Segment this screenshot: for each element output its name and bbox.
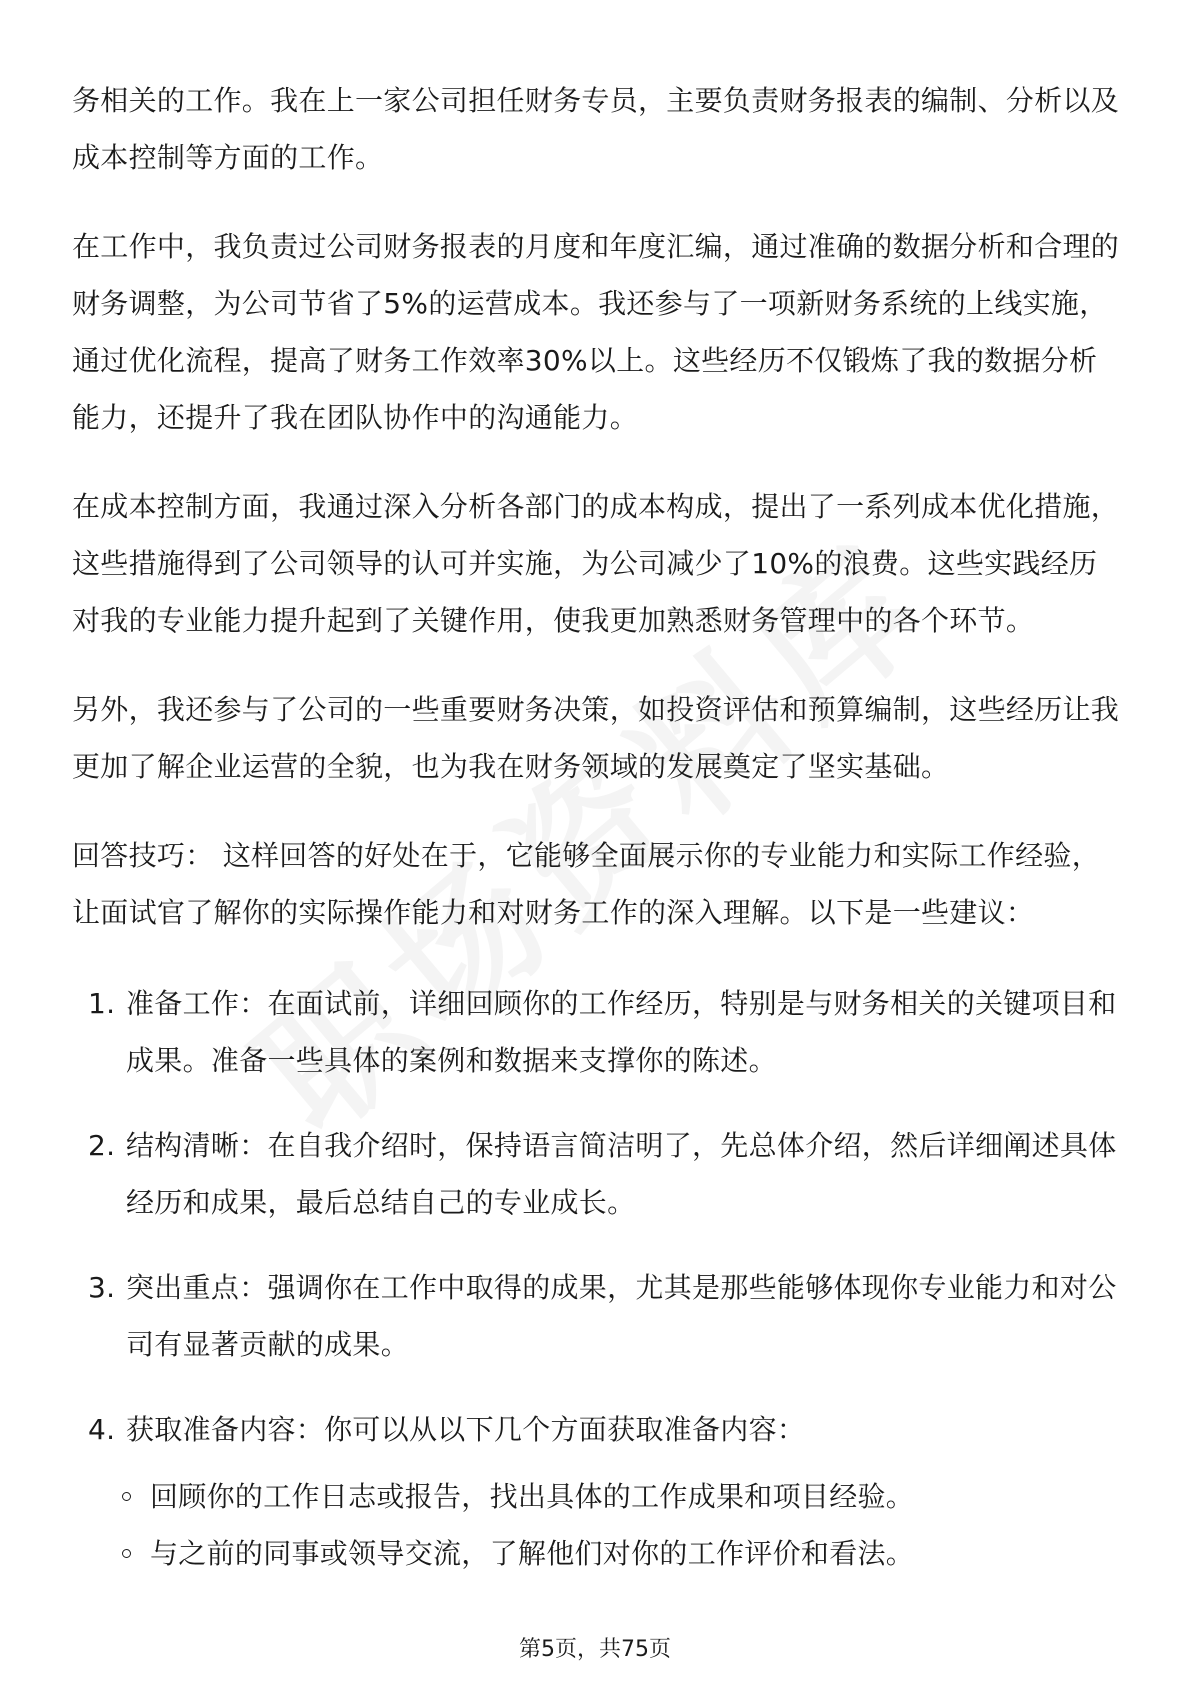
list-number: 4. bbox=[88, 1413, 116, 1446]
sublist-item bbox=[122, 1468, 1122, 1525]
list-item-text: 准备工作：在面试前，详细回顾你的工作经历，特别是与财务相关的关键项目和成果。准备一些具体的案例和数据来支撑你的陈述。 bbox=[126, 987, 1117, 1077]
numbered-list bbox=[72, 975, 1122, 1582]
paragraph: 在成本控制方面，我通过深入分析各部门的成本构成，提出了一系列成本优化措施，这些措施得到了公司领导的认可并实施，为公司减少了10%的浪费。这些实践经历对我的专业能力提升起到了关键作用，使我更加熟悉财务管理中的各个环节。 bbox=[72, 490, 1120, 637]
paragraph: 另外，我还参与了公司的一些重要财务决策，如投资评估和预算编制，这些经历让我更加了解企业运营的全貌，也为我在财务领域的发展奠定了坚实基础。 bbox=[72, 693, 1120, 783]
page-content bbox=[72, 72, 1122, 1610]
list-item bbox=[72, 1401, 1122, 1582]
paragraph-tips: 回答技巧： 这样回答的好处在于，它能够全面展示你的专业能力和实际工作经验，让面试官了解你的实际操作能力和对财务工作的深入理解。以下是一些建议： bbox=[72, 839, 1101, 929]
list-item bbox=[72, 1259, 1122, 1373]
list-number: 1. bbox=[88, 987, 116, 1020]
list-item bbox=[72, 975, 1122, 1089]
paragraph: 务相关的工作。我在上一家公司担任财务专员，主要负责财务报表的编制、分析以及成本控制等方面的工作。 bbox=[72, 84, 1120, 174]
page-footer: 第5页，共75页 bbox=[519, 1637, 671, 1662]
list-number: 3. bbox=[88, 1271, 116, 1304]
bullet-sublist bbox=[126, 1468, 1122, 1582]
list-item-text: 获取准备内容：你可以从以下几个方面获取准备内容： bbox=[126, 1413, 806, 1446]
list-item-text: 结构清晰：在自我介绍时，保持语言简洁明了，先总体介绍，然后详细阐述具体经历和成果，最后总结自己的专业成长。 bbox=[126, 1129, 1117, 1219]
list-item bbox=[72, 1117, 1122, 1231]
list-item-text: 突出重点：强调你在工作中取得的成果，尤其是那些能够体现你专业能力和对公司有显著贡献的成果。 bbox=[126, 1271, 1117, 1361]
list-number: 2. bbox=[88, 1129, 116, 1162]
circle-bullet-icon bbox=[122, 1549, 131, 1558]
sublist-item-text: 回顾你的工作日志或报告，找出具体的工作成果和项目经验。 bbox=[150, 1480, 915, 1513]
paragraph: 在工作中，我负责过公司财务报表的月度和年度汇编，通过准确的数据分析和合理的财务调整，为公司节省了5%的运营成本。我还参与了一项新财务系统的上线实施，通过优化流程，提高了财务工作效率30%以上。这些经历不仅锻炼了我的数据分析能力，还提升了我在团队协作中的沟通能力。 bbox=[72, 230, 1120, 434]
sublist-item bbox=[122, 1525, 1122, 1582]
circle-bullet-icon bbox=[122, 1492, 131, 1501]
sublist-item-text: 与之前的同事或领导交流，了解他们对你的工作评价和看法。 bbox=[150, 1537, 915, 1570]
